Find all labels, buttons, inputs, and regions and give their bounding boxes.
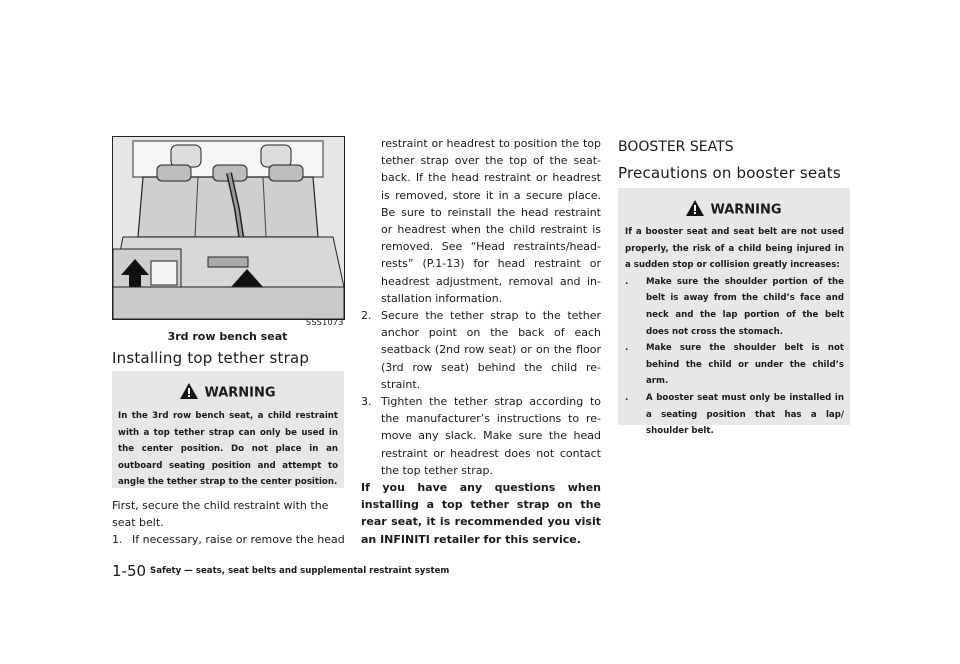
closing-paragraph: If you have any questions when installing a top tether strap on the rear seat, it is recommended you visit an INFINITI retailer for this service. (361, 481, 601, 546)
warning-content (625, 224, 844, 440)
section-heading-booster: BOOSTER SEATS (618, 139, 734, 155)
figure-code: SSS1073 (306, 318, 344, 327)
step-2-number: 2. (361, 309, 372, 323)
bullet-item (625, 390, 844, 440)
middle-column (361, 135, 601, 548)
warning-triangle-icon (686, 200, 704, 220)
footer-section-title: Safety — seats, seat belts and supplemental restraint system (150, 566, 450, 576)
step-1-number: 1. (112, 533, 123, 546)
page-number: 1-50 (112, 562, 147, 580)
bullet-text: A booster seat must only be installed in a seating position that has a lap/ shoulder belt. (646, 392, 844, 437)
bullet-item (625, 274, 844, 340)
warning-title-text: WARNING (204, 385, 276, 401)
figure-caption: 3rd row bench seat (167, 330, 288, 343)
bullet-text: Make sure the shoulder belt is not behind the child or under the child’s arm. (646, 343, 844, 387)
subheading-precautions: Precautions on booster seats (618, 164, 841, 182)
step-1-start (112, 531, 364, 548)
step-1-continued (361, 135, 601, 307)
warning-title (618, 200, 850, 220)
bullet-text: Make sure the shoulder portion of the belt is away from the child’s face and neck and the lap portion of the belt does not cross the stomach. (646, 276, 844, 337)
warning-triangle-icon (180, 383, 198, 403)
step-3-number: 3. (361, 395, 372, 409)
step-3 (361, 393, 601, 479)
paragraph-first: First, secure the child restraint with the seat belt. (112, 499, 329, 530)
step-1-text: If necessary, raise or remove the head (132, 533, 345, 546)
warning-box-tether (112, 371, 344, 488)
warning-box-booster (618, 188, 850, 437)
step-1-continued-text: restraint or headrest to position the top tether strap over the top of the seat-back. If the head restraint or headrest is removed, store it in a secure place. Be sure to reinstall the head restraint or headrest when the child restraint is removed. See “Head restraints/head-rests” (P.1-13) for head restraint or headrest adjustment, removal and in-stallation information. (381, 137, 601, 305)
cargo-area-drawing (113, 137, 344, 319)
bullet-mark: . (625, 392, 629, 403)
warning-text: In the 3rd row bench seat, a child restraint with a top tether strap can only be used in the center position. Do not place in an outboard seating position and attempt to angle the tether strap to the center position. (118, 411, 338, 488)
warning-title-text: WARNING (710, 202, 782, 218)
bullet-mark: . (625, 343, 629, 354)
warning-title (112, 383, 344, 403)
step-2 (361, 307, 601, 393)
seat-illustration (112, 136, 345, 320)
bullet-item (625, 340, 844, 390)
warning-intro: If a booster seat and seat belt are not used properly, the risk of a child being injured in a sudden stop or collision greatly increases: (625, 227, 844, 271)
step-2-text: Secure the tether strap to the tether anchor point on the back of each seatback (2nd row seat) or on the floor (3rd row seat) behind the child re-straint. (381, 309, 601, 391)
section-heading-tether: Installing top tether strap (112, 349, 310, 367)
bullet-mark: . (625, 276, 629, 287)
step-3-text: Tighten the tether strap according to the manufacturer’s instructions to re-move any slack. Make sure the head restraint or headrest does not contact the top tether strap. (381, 395, 601, 477)
